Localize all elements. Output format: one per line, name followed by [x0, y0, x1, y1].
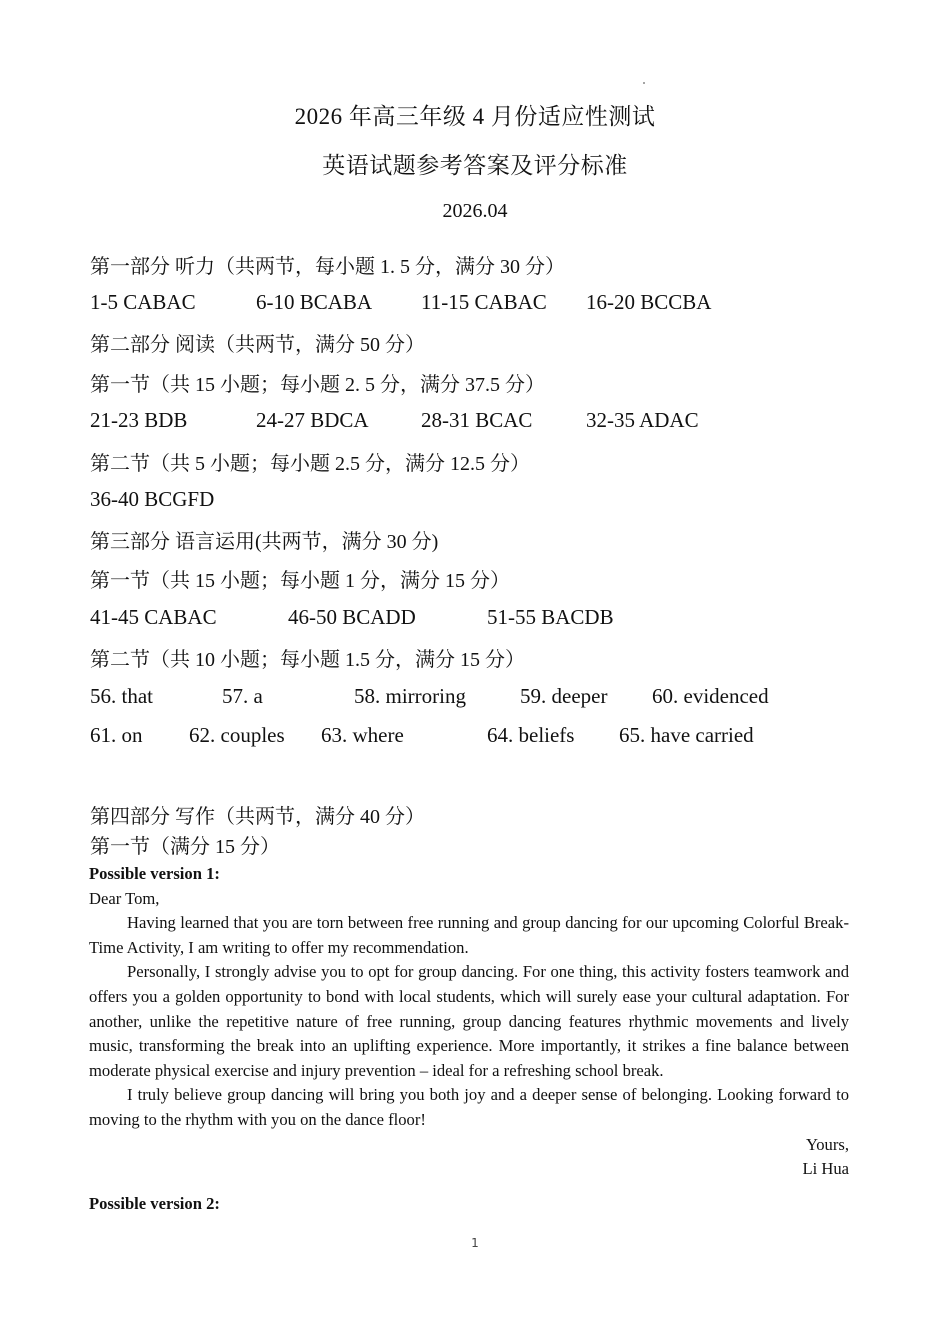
part3-section2-heading: 第二节（共 10 小题；每小题 1.5 分，满分 15 分）: [90, 649, 525, 671]
answer-item: 56. that: [90, 684, 153, 708]
answer-item: 64. beliefs: [487, 723, 575, 747]
answer-group: 51-55 BACDB: [487, 605, 614, 629]
part4-section1-heading: 第一节（满分 15 分）: [90, 836, 280, 858]
answer-group: 28-31 BCAC: [421, 408, 533, 432]
answer-group: 21-23 BDB: [90, 408, 188, 432]
part2-section1-heading: 第一节（共 15 小题；每小题 2. 5 分，满分 37.5 分）: [90, 374, 545, 396]
answer-group: 24-27 BDCA: [256, 408, 369, 432]
answer-item: 59. deeper: [520, 684, 608, 708]
answer-item: 58. mirroring: [354, 684, 466, 708]
answer-group: 1-5 CABAC: [90, 290, 196, 314]
sample-essay: [89, 862, 849, 1216]
part2-heading: 第二部分 阅读（共两节，满分 50 分）: [90, 334, 425, 356]
answer-group: 46-50 BCADD: [288, 605, 416, 629]
answer-item: 65. have carried: [619, 723, 754, 747]
answer-group: 11-15 CABAC: [421, 290, 547, 314]
answer-group: 36-40 BCGFD: [90, 487, 215, 511]
version1-label: Possible version 1:: [89, 864, 220, 883]
answer-group: 6-10 BCABA: [256, 290, 373, 314]
answer-item: 60. evidenced: [652, 684, 769, 708]
part2-section2-heading: 第二节（共 5 小题；每小题 2.5 分，满分 12.5 分）: [90, 453, 530, 475]
part3-heading: 第三部分 语言运用(共两节，满分 30 分): [90, 531, 439, 553]
document-subtitle: 英语试题参考答案及评分标准: [322, 153, 628, 178]
scan-speck: [643, 82, 645, 84]
answer-group: 16-20 BCCBA: [586, 290, 712, 314]
answer-item: 63. where: [321, 723, 404, 747]
answer-item: 62. couples: [189, 723, 285, 747]
answer-group: 32-35 ADAC: [586, 408, 699, 432]
essay-signature: Li Hua: [802, 1159, 849, 1179]
part4-heading: 第四部分 写作（共两节，满分 40 分）: [90, 806, 425, 828]
answer-item: 57. a: [222, 684, 263, 708]
essay-salutation: Dear Tom,: [89, 888, 160, 908]
document-title: 2026 年高三年级 4 月份适应性测试: [294, 104, 656, 129]
document-date: 2026.04: [442, 200, 508, 222]
version2-label: Possible version 2:: [89, 1193, 220, 1213]
part3-section1-heading: 第一节（共 15 小题；每小题 1 分，满分 15 分）: [90, 570, 510, 592]
part1-heading: 第一部分 听力（共两节，每小题 1. 5 分，满分 30 分）: [90, 256, 565, 278]
essay-paragraph: I truly believe group dancing will bring you both joy and a deeper sense of belonging. Looking forward to moving to the rhythm with you on the dance floor!: [89, 1085, 849, 1129]
page-number: 1: [471, 1236, 479, 1250]
essay-closing: Yours,: [805, 1134, 849, 1154]
answer-group: 41-45 CABAC: [90, 605, 217, 629]
answer-item: 61. on: [90, 723, 143, 747]
essay-paragraph: Personally, I strongly advise you to opt for group dancing. For one thing, this activity fosters teamwork and offers you a golden opportunity to bond with local students, which will surely ease your cultural adaptation. For another, unlike the repetitive nature of free running, group dancing features rhythmic movements and lively music, transforming the break into an uplifting experience. More importantly, it strikes a fine balance between moderate physical exercise and injury prevention – ideal for a refreshing school break.: [89, 962, 849, 1080]
essay-paragraph: Having learned that you are torn between free running and group dancing for our upcoming Colorful Break-Time Activity, I am writing to offer my recommendation.: [89, 913, 849, 957]
